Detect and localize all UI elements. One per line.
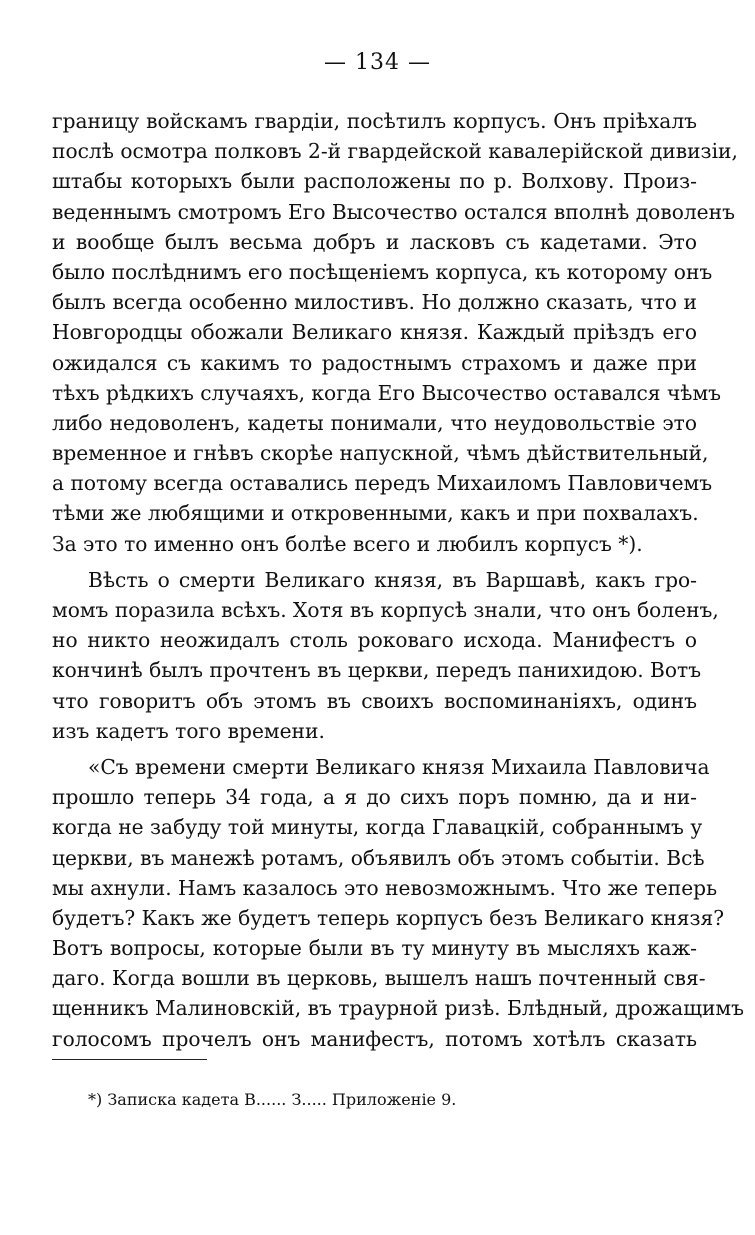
text-line: Вотъ вопросы, которые были въ ту минуту въ мысляхъ каж- <box>52 936 697 961</box>
text-line: но никто неожидалъ столь роковаго исхода. Манифестъ о <box>52 628 697 653</box>
text-line: было послѣднимъ его посѣщеніемъ корпуса, къ которому онъ <box>52 259 713 284</box>
text-line: «Съ времени смерти Великаго князя Михаила Павловича <box>88 754 710 779</box>
paragraph <box>52 565 719 746</box>
text-line: либо недоволенъ, кадеты понимали, что неудовольствіе это <box>52 410 697 435</box>
text-line: Вѣсть о смерти Великаго князя, въ Варшавѣ, какъ гро- <box>88 567 697 592</box>
text-line: тѣхъ рѣдкихъ случаяхъ, когда Его Высочество оставался чѣмъ <box>52 380 722 405</box>
footnote-divider <box>52 1059 207 1060</box>
text-line: Новгородцы обожали Великаго князя. Каждый пріѣздъ его <box>52 320 697 345</box>
text-line: былъ всегда особенно милостивъ. Но должно сказать, что и <box>52 290 697 315</box>
text-line: и вообще былъ весьма добръ и ласковъ съ кадетами. Это <box>52 229 697 254</box>
text-line: что говоритъ объ этомъ въ своихъ воспоминаніяхъ, одинъ <box>52 688 697 713</box>
text-line: щенникъ Малиновскій, въ траурной ризѣ. Блѣдный, дрожащимъ <box>52 996 744 1021</box>
text-line: даго. Когда вошли въ церковь, вышелъ нашъ почтенный свя- <box>52 966 706 991</box>
paragraph <box>52 752 744 1054</box>
text-line: голосомъ прочелъ онъ манифестъ, потомъ хотѣлъ сказать <box>52 1026 697 1051</box>
text-line: ожидался съ какимъ то радостнымъ страхомъ и даже при <box>52 350 697 375</box>
text-line: временное и гнѣвъ скорѣе напускной, чѣмъ дѣйствительный, <box>52 441 709 466</box>
text-line: а потому всегда оставались передъ Михаиломъ Павловичемъ <box>52 471 713 496</box>
text-line: веденнымъ смотромъ Его Высочество остался вполнѣ доволенъ <box>52 199 735 224</box>
text-line: мы ахнули. Намъ казалось это невозможнымъ. Что же теперь <box>52 875 718 900</box>
page-number: — 134 — <box>324 50 431 75</box>
text-line: тѣми же любящими и откровенными, какъ и при похвалахъ. <box>52 501 699 526</box>
text-line: изъ кадетъ того времени. <box>52 718 325 743</box>
text-line: момъ поразила всѣхъ. Хотя въ корпусѣ знали, что онъ боленъ, <box>52 598 719 622</box>
text-line: послѣ осмотра полковъ 2-й гвардейской кавалерійской дивизіи, <box>52 139 738 164</box>
text-line: кончинѣ былъ прочтенъ въ церкви, передъ панихидою. Вотъ <box>52 658 702 683</box>
footnote: *) Записка кадета В...... З..... Приложеніе 9. <box>88 1090 457 1109</box>
text-line: когда не забуду той минуты, когда Главацкій, собраннымъ у <box>52 815 703 840</box>
body-text <box>52 106 744 1054</box>
text-line: За это то именно онъ болѣе всего и любилъ корпусъ *). <box>52 531 643 556</box>
text-line: церкви, въ манежѣ ротамъ, объявилъ объ этомъ событіи. Всѣ <box>52 845 705 870</box>
text-line: границу войскамъ гвардіи, посѣтилъ корпусъ. Онъ пріѣхалъ <box>52 109 697 133</box>
text-line: будетъ? Какъ же будетъ теперь корпусъ безъ Великаго князя? <box>52 905 725 930</box>
text-line: штабы которыхъ были расположены по р. Волхову. Произ- <box>52 169 697 194</box>
text-line: прошло теперь 34 года, а я до сихъ поръ помню, да и ни- <box>52 785 697 810</box>
paragraph <box>52 106 738 559</box>
